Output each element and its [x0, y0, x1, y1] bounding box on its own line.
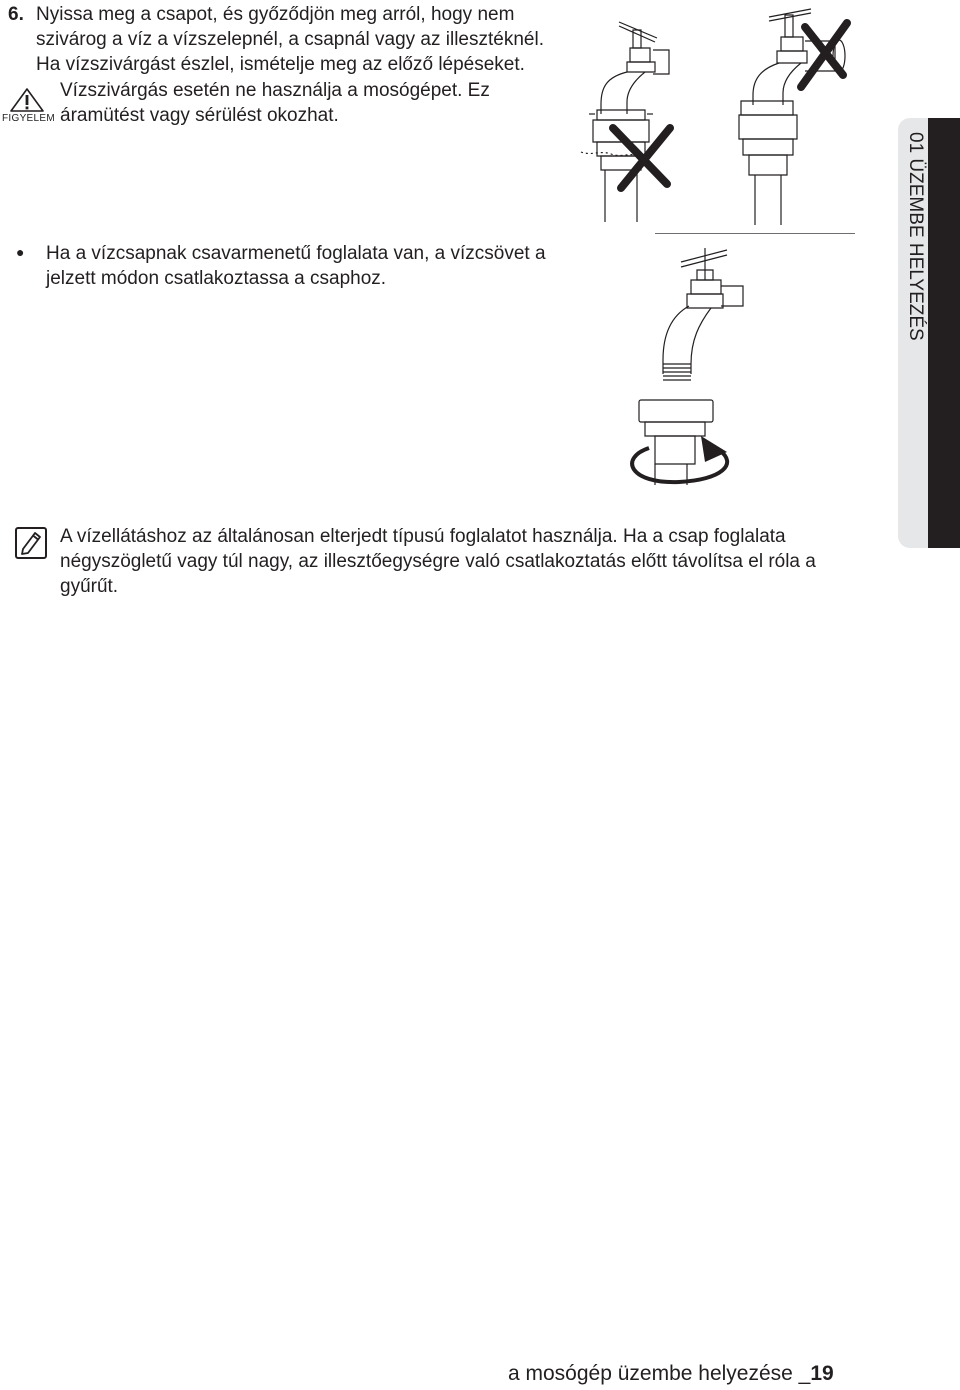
- tap-threaded-connection-illustration: [625, 240, 755, 485]
- chapter-tab-marker: [928, 118, 960, 548]
- tap-incorrect-illustration-1: [575, 10, 675, 225]
- tap-incorrect-illustration-2: [735, 5, 860, 227]
- bullet-line: Ha a vízcsapnak csavarmenetű foglalata van, a vízcsövet a: [46, 243, 546, 264]
- note-line: négyszögletű vagy túl nagy, az illesztőegységre való csatlakoztatás előtt távolítsa el róla a: [60, 551, 816, 572]
- illustration-divider: [655, 233, 855, 234]
- step-6-line: Ha vízszivárgást észlel, ismételje meg az előző lépéseket.: [36, 54, 525, 75]
- chapter-side-tab: [898, 118, 960, 548]
- footer-text: a mosógép üzembe helyezése _: [508, 1362, 811, 1385]
- page-footer: [508, 1361, 834, 1387]
- chapter-tab-label: 01 ÜZEMBE HELYEZÉS: [905, 132, 926, 341]
- step-6-line: Nyissa meg a csapot, és győződjön meg arról, hogy nem: [36, 4, 515, 25]
- bullet-text: [46, 241, 566, 291]
- step-6-text: [36, 2, 556, 77]
- warning-line: áramütést vagy sérülést okozhat.: [60, 105, 339, 126]
- page-number: 19: [810, 1362, 834, 1385]
- step-number: 6.: [8, 4, 24, 25]
- warning-line: Vízszivárgás esetén ne használja a mosógépet. Ez: [60, 80, 490, 101]
- warning-text: [60, 78, 530, 128]
- warning-label: FIGYELEM: [2, 113, 55, 124]
- note-line: A vízellátáshoz az általánosan elterjedt típusú foglalatot használja. Ha a csap foglalata: [60, 526, 786, 547]
- bullet-line: jelzett módon csatlakoztassa a csaphoz.: [46, 268, 387, 289]
- note-line: gyűrűt.: [60, 576, 119, 597]
- note-text: [60, 524, 850, 599]
- warning-triangle-icon: [10, 88, 44, 112]
- note-pencil-icon: [15, 527, 47, 559]
- step-6-line: szivárog a víz a vízszelepnél, a csapnál vagy az illesztéknél.: [36, 29, 544, 50]
- bullet-dot: ●: [16, 244, 25, 260]
